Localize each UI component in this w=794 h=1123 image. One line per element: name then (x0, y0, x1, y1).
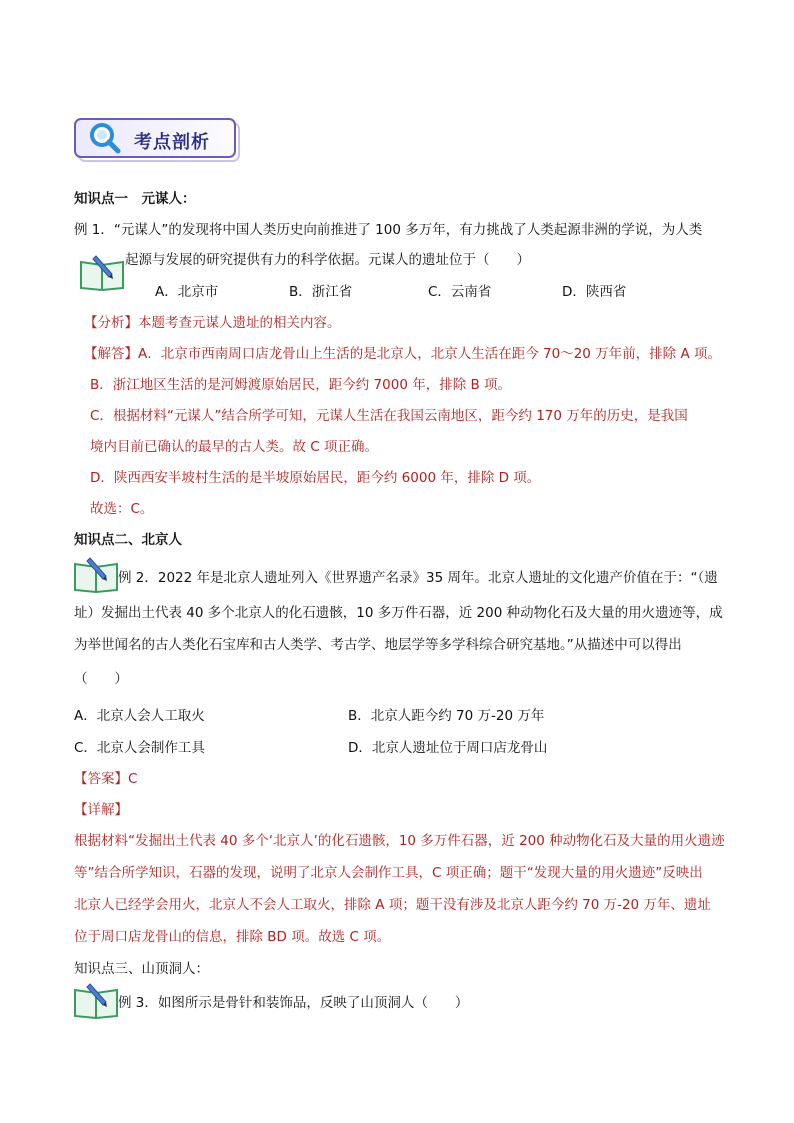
q2-option-c: C．北京人会制作工具 (74, 740, 205, 756)
q1-answer-line-2: B．浙江地区生活的是河姆渡原始居民，距今约 7000 年，排除 B 项。 (90, 377, 512, 393)
q2-option-b: B．北京人距今约 70 万-20 万年 (348, 708, 545, 724)
q1-option-d: D．陕西省 (562, 284, 627, 300)
magnifier-icon (88, 121, 122, 155)
q1-answer-line-4: 境内目前已确认的最早的古人类。故 C 项正确。 (90, 439, 379, 455)
q2-detail-line-1: 根据材料“发掘出土代表 40 多个‘北京人’的化石遗骸，10 多万件石器，近 200 种动物化石及大量的用火遗迹 (74, 833, 725, 849)
q1-answer-line-3: C．根据材料“元谋人”结合所学可知，元谋人生活在我国云南地区，距今约 170 万年的历史，是我国 (90, 408, 688, 424)
q2-option-a: A．北京人会人工取火 (74, 708, 205, 724)
q1-stem-line-1: 例 1．“元谋人”的发现将中国人类历史向前推进了 100 多万年，有力挑战了人类起源非洲的学说，为人类 (74, 222, 703, 238)
q1-analysis: 【分析】本题考查元谋人遗址的相关内容。 (84, 315, 341, 331)
q1-option-a: A．北京市 (155, 284, 219, 300)
q2-stem-line-2: 址）发掘出土代表 40 多个北京人的化石遗骸，10 多万件石器，近 200 种动物化石及大量的用火遗迹等，成 (74, 605, 723, 621)
page-title: 考点剖析 (134, 132, 210, 153)
section-heading-3: 知识点三、山顶洞人： (74, 961, 209, 977)
q2-stem-line-1: 例 2．2022 年是北京人遗址列入《世界遗产名录》35 周年。北京人遗址的文化遗产价值在于：“（遗 (118, 570, 718, 586)
q2-detail-label: 【详解】 (74, 802, 128, 818)
q2-answer: 【答案】C (74, 771, 138, 787)
q1-answer-line-5: D．陕西西安半坡村生活的是半坡原始居民，距今约 6000 年，排除 D 项。 (90, 470, 541, 486)
book-pencil-icon (72, 980, 120, 1020)
q1-answer-line-6: 故选：C。 (90, 501, 154, 517)
q1-answer-line-1: 【解答】A．北京市西南周口店龙骨山上生活的是北京人，北京人生活在距今 70～20 万年前，排除 A 项。 (84, 346, 721, 362)
q2-detail-line-2: 等”结合所学知识，石器的发现，说明了北京人会制作工具，C 项正确；题干“发现大量的用火遗迹”反映出 (74, 865, 703, 881)
section-heading-1: 知识点一 元谋人： (74, 191, 196, 207)
q2-detail-line-4: 位于周口店龙骨山的信息，排除 BD 项。故选 C 项。 (74, 929, 391, 945)
section-header-badge (74, 118, 240, 162)
q1-stem-line-2: 起源与发展的研究提供有力的科学依据。元谋人的遗址位于（ ） (125, 252, 530, 268)
q1-option-b: B．浙江省 (289, 284, 353, 300)
q1-option-c: C．云南省 (428, 284, 492, 300)
q2-detail-line-3: 北京人已经学会用火，北京人不会人工取火，排除 A 项；题干没有涉及北京人距今约 70 万-20 万年、遗址 (74, 897, 711, 913)
q3-stem-line-1: 例 3．如图所示是骨针和装饰品，反映了山顶洞人（ ） (118, 995, 469, 1011)
q2-stem-line-4: （ ） (74, 671, 128, 687)
section-heading-2: 知识点二、北京人 (74, 532, 182, 548)
book-pencil-icon (72, 554, 120, 594)
q2-option-d: D．北京人遗址位于周口店龙骨山 (348, 740, 548, 756)
q2-stem-line-3: 为举世闻名的古人类化石宝库和古人类学、考古学、地层学等多学科综合研究基地。”从描述中可以得出 (74, 637, 682, 653)
book-pencil-icon (78, 252, 126, 292)
